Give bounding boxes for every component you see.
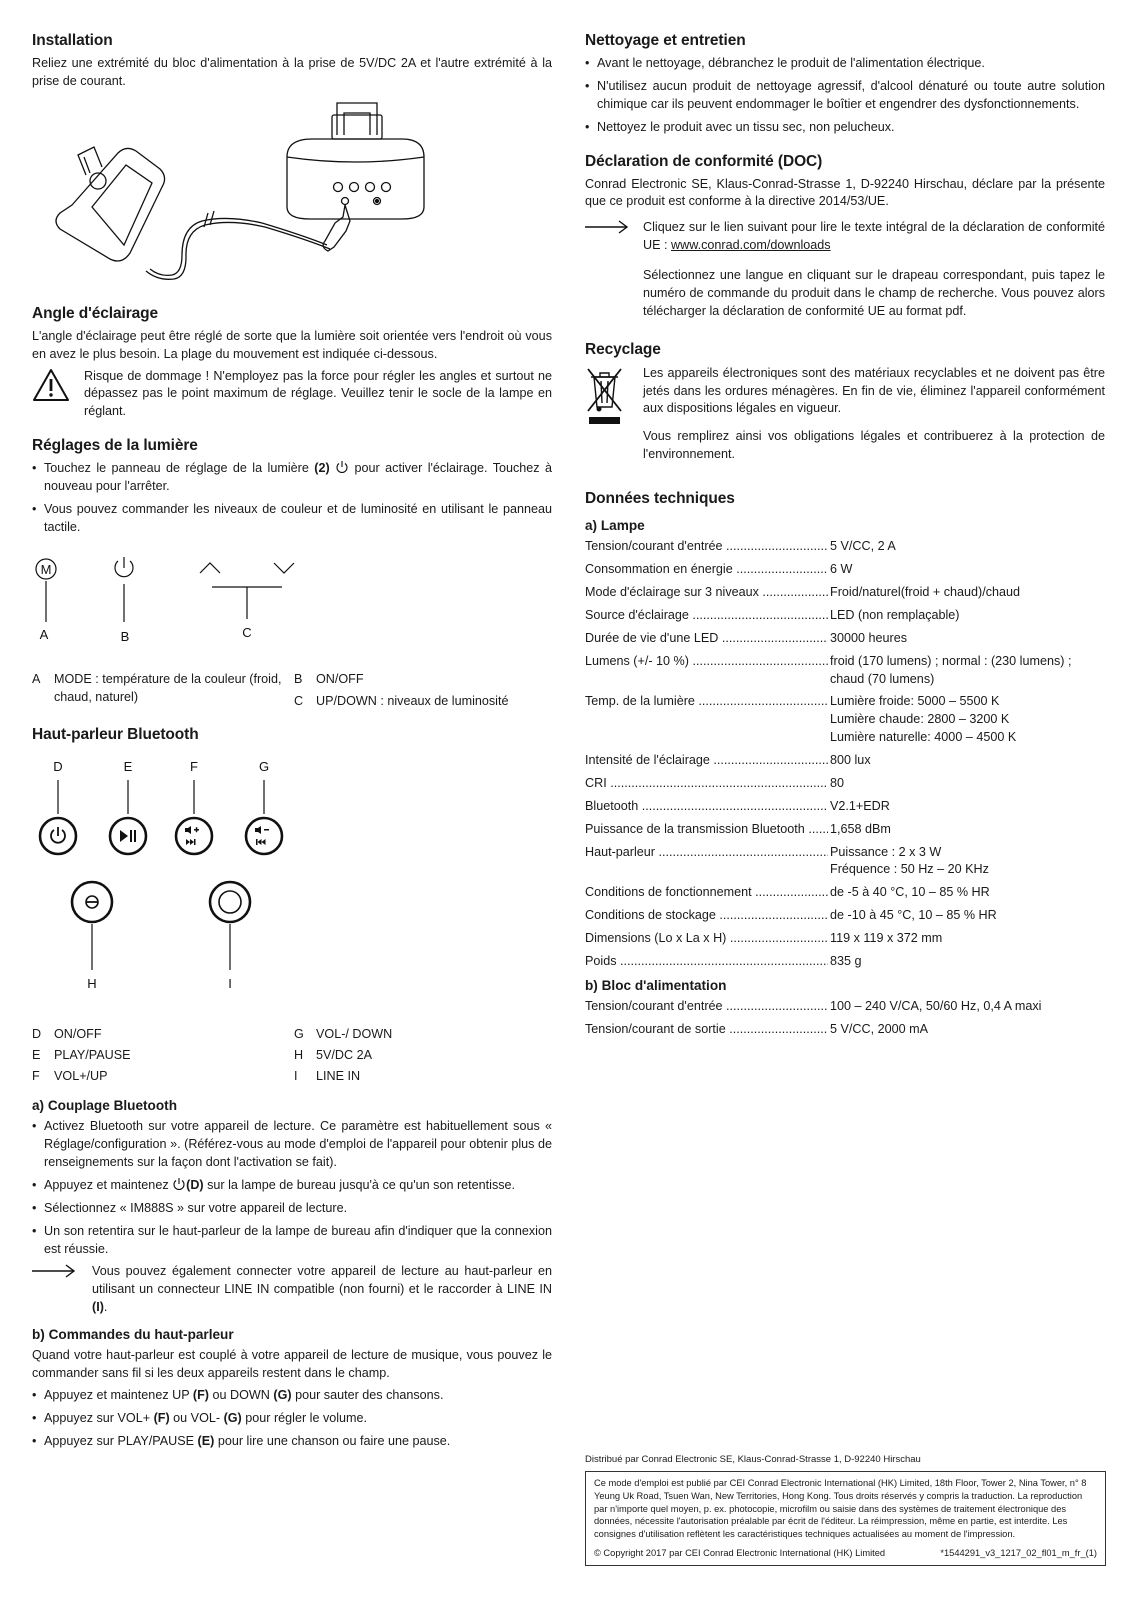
spec-row: [585, 693, 1105, 747]
spec-row: [585, 907, 1105, 925]
speaker-legend-item: F VOL+/UP: [32, 1069, 108, 1084]
speaker-label-h: H: [87, 976, 97, 992]
cleaning-item: • Nettoyez le produit avec un tissu sec, non pelucheux.: [585, 119, 1105, 137]
controls-bullet-1: • Appuyez et maintenez UP (F) ou DOWN (G) pour sauter des chansons.: [32, 1387, 552, 1405]
recycling-p2: Vous remplirez ainsi vos obligations légales et contribuerez à la protection de l'environnement.: [643, 429, 1105, 462]
light-label-b: B: [120, 628, 130, 644]
speaker-title: Haut-parleur Bluetooth: [32, 726, 199, 744]
spec-label: Conditions de fonctionnement .....: [585, 884, 828, 902]
spec-value: LED (non remplaçable): [830, 607, 960, 622]
spec-value: 800 lux: [830, 753, 871, 768]
light-legend-item: B ON/OFF: [294, 671, 364, 686]
pairing-section: [32, 1096, 552, 1317]
power-icon: [335, 461, 349, 475]
light-m-glyph: M: [40, 561, 52, 577]
spec-row: [585, 844, 1105, 880]
doc-note: Cliquez sur le lien suivant pour lire le texte intégral de la déclaration de conformité UE : www.conrad.com/downloads Sélectionnez une langue en cliquant sur le drapeau correspondant, puis tapez le numéro de commande du produit dans le champ de recherche. Vous pouvez alors télécharger la déclaration de conformité UE au format pdf.: [585, 219, 1105, 324]
spec-value: 100 – 240 V/CA, 50/60 Hz, 0,4 A maxi: [830, 999, 1042, 1014]
spec-row: [585, 630, 1105, 648]
doc-note-2: Sélectionnez une langue en cliquant sur le drapeau correspondant, puis tapez le numéro de commande du produit dans le champ de recherche. Vous pouvez alors télécharger la déclaration de conformité UE au format pdf.: [643, 268, 1105, 318]
document-code: *1544291_v3_1217_02_fl01_m_fr_(1): [940, 1548, 1097, 1559]
installation-section: [32, 30, 552, 295]
angle-warning-text: Risque de dommage ! N'employez pas la force pour régler les angles et surtout ne dépassez pas le point maximum de réglage. Veuillez tenir le socle de la lampe en réglant.: [84, 368, 552, 419]
pairing-bullet-4: • Un son retentira sur le haut-parleur de la lampe de bureau afin d'indiquer que la connexion est réussie.: [32, 1223, 552, 1259]
light-title: Réglages de la lumière: [32, 437, 198, 455]
psu-spec-table: [585, 998, 1105, 1039]
light-bullet-2: • Vous pouvez commander les niveaux de couleur et de luminosité en utilisant le panneau tactile.: [32, 501, 552, 537]
cleaning-item: • Avant le nettoyage, débranchez le produit de l'alimentation électrique.: [585, 55, 1105, 73]
spec-value: 1,658 dBm: [830, 821, 891, 836]
doc-section: [585, 151, 1105, 325]
tech-lamp-title: a) Lampe: [585, 518, 645, 533]
spec-row: [585, 998, 1105, 1016]
spec-label: CRI .....: [585, 775, 828, 793]
installation-title: Installation: [32, 32, 113, 49]
tech-section: [585, 488, 1105, 1039]
speaker-label-f: F: [190, 759, 198, 775]
spec-label: Intensité de l'éclairage .....: [585, 752, 828, 770]
distributed-by: Distribué par Conrad Electronic SE, Klaus-Conrad-Strasse 1, D-92240 Hirschau: [585, 1454, 921, 1465]
spec-label: Bluetooth .....: [585, 798, 828, 816]
pairing-title: a) Couplage Bluetooth: [32, 1098, 177, 1113]
light-legend-item: C UP/DOWN : niveaux de luminosité: [294, 693, 509, 708]
spec-value: Lumière froide: 5000 – 5500 K Lumière chaude: 2800 – 3200 K Lumière naturelle: 4000 – 4500 K: [830, 694, 1017, 745]
light-label-c: C: [242, 624, 252, 640]
spec-label: Puissance de la transmission Bluetooth .....: [585, 821, 828, 839]
pairing-bullet-3: • Sélectionnez « IM888S » sur votre appareil de lecture.: [32, 1200, 552, 1218]
left-column: [32, 30, 552, 1465]
spec-row: [585, 821, 1105, 839]
lamp-spec-table: [585, 538, 1105, 971]
spec-row: [585, 607, 1105, 625]
conrad-downloads-link[interactable]: www.conrad.com/downloads: [671, 238, 831, 253]
installation-text: Reliez une extrémité du bloc d'alimentation à la prise de 5V/DC 2A et l'autre extrémité à la prise de courant.: [32, 56, 552, 88]
spec-row: [585, 584, 1105, 602]
light-section: [32, 435, 552, 710]
recycling-p1: Les appareils électroniques sont des matériaux recyclables et ne doivent pas être jetés dans les ordures ménagères. En fin de vie, éliminez l'appareil conformément aux dispositions légales en vigueur.: [643, 365, 1105, 416]
speaker-legend-item: G VOL-/ DOWN: [294, 1027, 393, 1042]
speaker-label-g: G: [258, 759, 270, 775]
spec-label: Durée de vie d'une LED .....: [585, 630, 828, 648]
copyright-text: © Copyright 2017 par CEI Conrad Electronic International (HK) Limited: [594, 1548, 886, 1559]
legal-box: [585, 1471, 1106, 1566]
spec-value: 5 V/CC, 2 A: [830, 539, 896, 554]
doc-title: Déclaration de conformité (DOC): [585, 152, 823, 170]
spec-label: Source d'éclairage .....: [585, 607, 828, 625]
spec-value: de -10 à 45 °C, 10 – 85 % HR: [830, 908, 997, 923]
speaker-legend: [32, 1026, 552, 1086]
angle-section: [32, 303, 552, 421]
speaker-legend-item: H 5V/DC 2A: [294, 1048, 372, 1063]
spec-value: Puissance : 2 x 3 W Fréquence : 50 Hz – 20 KHz: [830, 844, 989, 877]
spec-row: [585, 538, 1105, 556]
speaker-legend-item: I LINE IN: [294, 1069, 361, 1084]
controls-title: b) Commandes du haut-parleur: [32, 1327, 234, 1343]
angle-text: L'angle d'éclairage peut être réglé de sorte que la lumière soit orientée vers l'endroit où vous en avez le plus besoin. La plage du mouvement est indiquée ci-dessous.: [32, 328, 552, 361]
spec-row: [585, 775, 1105, 793]
speaker-label-i: I: [228, 976, 232, 992]
controls-intro: Quand votre haut-parleur est couplé à votre appareil de lecture de musique, vous pouvez le commander sans fil si les deux appareils restent dans le champ.: [32, 1348, 552, 1381]
spec-row: [585, 1021, 1105, 1039]
cleaning-section: [585, 30, 1105, 137]
spec-row: [585, 561, 1105, 579]
light-panel-diagram: [32, 557, 552, 667]
speaker-legend-item: E PLAY/PAUSE: [32, 1048, 131, 1063]
tech-title: Données techniques: [585, 490, 735, 507]
spec-value: 835 g: [830, 953, 862, 968]
legal-text: Ce mode d'emploi est publié par CEI Conrad Electronic International (HK) Limited, 18th Floor, Tower 2, Nina Tower, n° 8 Yeung Uk Road, Tsuen Wan, New Territories, Hong Kong. Tous droits réservés y compris la traduction. La reproduction par n'importe quel moyen, p. ex. photocopie, microfilm ou saisie dans des systèmes de traitement électronique des données, nécessite l'autorisation préalable par écrit de l'éditeur. La réimpression, même en partie, est interdite. Les consignes d'utilisation reflètent les caractéristiques techniques actualisées au moment de l'impression.: [594, 1478, 1087, 1540]
warning-triangle-icon: [32, 368, 70, 408]
speaker-buttons-diagram: [32, 756, 552, 1006]
spec-value: de -5 à 40 °C, 10 – 85 % HR: [830, 885, 990, 900]
spec-label: Haut-parleur .....: [585, 844, 828, 880]
spec-label: Lumens (+/- 10 %) .....: [585, 653, 828, 689]
spec-row: [585, 752, 1105, 770]
arrow-right-icon: [32, 1263, 76, 1285]
spec-label: Mode d'éclairage sur 3 niveaux .....: [585, 584, 828, 602]
cleaning-title: Nettoyage et entretien: [585, 32, 746, 49]
spec-label: Conditions de stockage .....: [585, 907, 828, 925]
arrow-right-icon: [585, 219, 629, 241]
light-label-a: A: [39, 626, 49, 642]
spec-value: 119 x 119 x 372 mm: [830, 931, 943, 946]
recycling-title: Recyclage: [585, 340, 661, 358]
spec-label: Poids .....: [585, 953, 828, 971]
angle-warning: [32, 368, 552, 422]
speaker-section: [32, 724, 552, 1086]
controls-bullet-3: • Appuyez sur PLAY/PAUSE (E) pour lire une chanson ou faire une pause.: [32, 1433, 552, 1451]
spec-label: Tension/courant d'entrée .....: [585, 538, 828, 556]
light-legend-item: A MODE : température de la couleur (froid, chaud, naturel): [32, 671, 282, 704]
controls-section: [32, 1325, 552, 1451]
spec-value: froid (170 lumens) ; normal : (230 lumens) ; chaud (70 lumens): [830, 653, 1072, 686]
spec-row: [585, 798, 1105, 816]
speaker-legend-item: D ON/OFF: [32, 1027, 102, 1042]
right-column: [585, 30, 1105, 1053]
spec-value: Froid/naturel(froid + chaud)/chaud: [830, 585, 1021, 600]
cleaning-item: • N'utilisez aucun produit de nettoyage agressif, d'alcool dénaturé ou toute autre solution chimique car ils peuvent endommager le boîtier et engendrer des dysfonctionnements.: [585, 78, 1105, 114]
light-legend: [32, 671, 552, 711]
weee-crossed-bin-icon: [585, 365, 623, 433]
installation-illustration: [32, 95, 552, 295]
spec-row: [585, 953, 1105, 971]
spec-label: Tension/courant d'entrée .....: [585, 998, 828, 1016]
light-bullet-1: • Touchez le panneau de réglage de la lumière (2) pour activer l'éclairage. Touchez à nouveau pour l'arrêter.: [32, 460, 552, 496]
controls-bullet-2: • Appuyez sur VOL+ (F) ou VOL- (G) pour régler le volume.: [32, 1410, 552, 1428]
spec-row: [585, 884, 1105, 902]
spec-value: 80: [830, 775, 845, 790]
speaker-label-d: D: [53, 759, 63, 775]
doc-text: Conrad Electronic SE, Klaus-Conrad-Strasse 1, D-92240 Hirschau, déclare par la présente que ce produit est conforme à la directive 2014/53/UE.: [585, 176, 1105, 209]
spec-label: Tension/courant de sortie .....: [585, 1021, 828, 1039]
spec-label: Temp. de la lumière .....: [585, 693, 828, 747]
pairing-bullet-2: • Appuyez et maintenez (D) sur la lampe de bureau jusqu'à ce qu'un son retentisse.: [32, 1177, 552, 1195]
spec-value: V2.1+EDR: [830, 798, 890, 813]
power-icon: [172, 1178, 186, 1192]
spec-label: Dimensions (Lo x La x H) .....: [585, 930, 828, 948]
tech-psu-title: b) Bloc d'alimentation: [585, 977, 727, 993]
angle-title: Angle d'éclairage: [32, 304, 159, 322]
pairing-bullet-1: • Activez Bluetooth sur votre appareil de lecture. Ce paramètre est habituellement sous « Réglage/configuration ». (Référez-vous au mode d'emploi de l'appareil pour obtenir plus de renseignements sur la façon dont l'activation se fait).: [32, 1118, 552, 1172]
spec-value: 5 V/CC, 2000 mA: [830, 1021, 928, 1036]
spec-value: 30000 heures: [830, 630, 908, 645]
spec-row: [585, 653, 1105, 689]
speaker-label-e: E: [123, 759, 133, 775]
spec-value: 6 W: [830, 562, 853, 577]
spec-row: [585, 930, 1105, 948]
spec-label: Consommation en énergie .....: [585, 561, 828, 579]
recycling-section: [585, 339, 1105, 468]
pairing-note: Vous pouvez également connecter votre appareil de lecture au haut-parleur en utilisant un connecteur LINE IN compatible (non fourni) et le raccorder à LINE IN (I).: [32, 1263, 552, 1317]
